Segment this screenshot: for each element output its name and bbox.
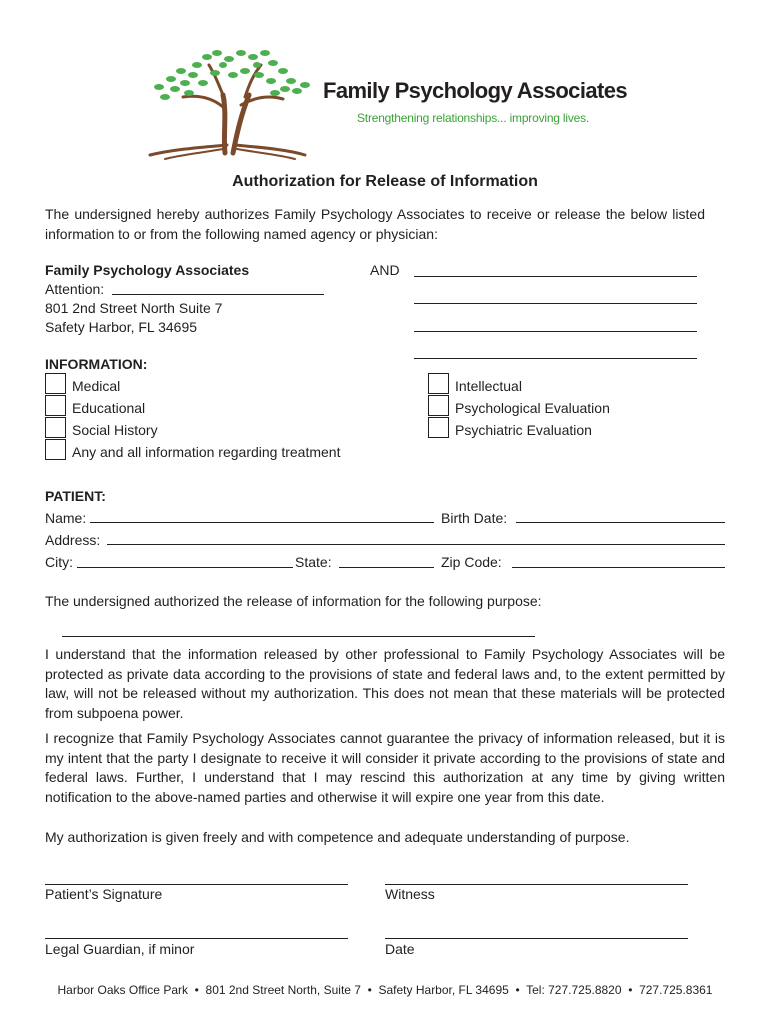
state-label: State: [295, 554, 332, 570]
and-label: AND [370, 262, 400, 278]
name-field[interactable] [90, 522, 434, 523]
sender-name: Family Psychology Associates [45, 262, 250, 278]
checkbox-all-information[interactable] [45, 439, 66, 460]
attention-label: Attention: [45, 281, 105, 297]
address-field[interactable] [107, 544, 725, 545]
attention-field[interactable] [112, 294, 324, 295]
city-field[interactable] [77, 567, 293, 568]
sender-address-1: 801 2nd Street North Suite 7 [45, 300, 223, 316]
information-heading: INFORMATION: [45, 356, 148, 372]
org-name: Family Psychology Associates [323, 78, 627, 103]
info-educational-label: Educational [72, 400, 146, 416]
date-label: Date [385, 941, 415, 957]
patient-signature-label: Patient’s Signature [45, 886, 163, 902]
checkbox-psychiatric-evaluation[interactable] [428, 417, 449, 438]
patient-signature-line[interactable] [45, 884, 348, 885]
city-label: City: [45, 554, 73, 570]
patient-heading: PATIENT: [45, 488, 106, 504]
birth-date-label: Birth Date: [441, 510, 508, 526]
info-psychological-label: Psychological Evaluation [455, 400, 610, 416]
guardian-signature-line[interactable] [45, 938, 348, 939]
date-line[interactable] [385, 938, 688, 939]
footer-address: Harbor Oaks Office Park • 801 2nd Street North, Suite 7 • Safety Harbor, FL 34695 • Tel: 727.725.8820 • 727.725.8361 [57, 983, 713, 997]
guardian-label: Legal Guardian, if minor [45, 941, 195, 957]
info-psychiatric-label: Psychiatric Evaluation [455, 422, 592, 438]
recipient-line-3[interactable] [414, 331, 697, 332]
zip-field[interactable] [512, 567, 725, 568]
state-field[interactable] [339, 567, 434, 568]
witness-label: Witness [385, 886, 435, 902]
name-label: Name: [45, 510, 87, 526]
intro-text: The undersigned hereby authorizes Family Psychology Associates to receive or release the below listed information to or from the following named agency or physician: [45, 206, 705, 242]
info-social-history-label: Social History [72, 422, 158, 438]
recipient-line-2[interactable] [414, 303, 697, 304]
zip-label: Zip Code: [441, 554, 502, 570]
checkbox-intellectual[interactable] [428, 373, 449, 394]
info-intellectual-label: Intellectual [455, 378, 522, 394]
tree-logo-icon [145, 45, 315, 160]
privacy-paragraph-1: I understand that the information released by other professional to Family Psychology Associates will be protected as private data according to the provisions of state and federal laws and, to the extent permitted by law, will not be released without my authorization. This does not mean that these materials will be protected from subpoena power. [45, 646, 725, 721]
checkbox-social-history[interactable] [45, 417, 66, 438]
info-medical-label: Medical [72, 378, 121, 394]
address-label: Address: [45, 532, 101, 548]
checkbox-medical[interactable] [45, 373, 66, 394]
recipient-line-4[interactable] [414, 358, 697, 359]
form-title: Authorization for Release of Information [232, 173, 538, 190]
info-all-label: Any and all information regarding treatment [72, 444, 341, 460]
purpose-field[interactable] [62, 636, 535, 637]
authorization-statement: My authorization is given freely and with competence and adequate understanding of purpose. [45, 829, 630, 845]
purpose-text: The undersigned authorized the release of information for the following purpose: [45, 593, 542, 609]
checkbox-educational[interactable] [45, 395, 66, 416]
birth-date-field[interactable] [516, 522, 725, 523]
privacy-paragraph-2: I recognize that Family Psychology Associates cannot guarantee the privacy of information released, but it is my intent that the party I designate to receive it will consider it private according to the provisions of state and federal laws. Further, I understand that I may rescind this authorization at any time by giving written notification to the above-named parties and otherwise it will expire one year from this date. [45, 730, 725, 805]
sender-address-2: Safety Harbor, FL 34695 [45, 319, 198, 335]
recipient-line-1[interactable] [414, 276, 697, 277]
checkbox-psychological-evaluation[interactable] [428, 395, 449, 416]
tagline: Strengthening relationships... improving lives. [357, 111, 590, 125]
witness-line[interactable] [385, 884, 688, 885]
